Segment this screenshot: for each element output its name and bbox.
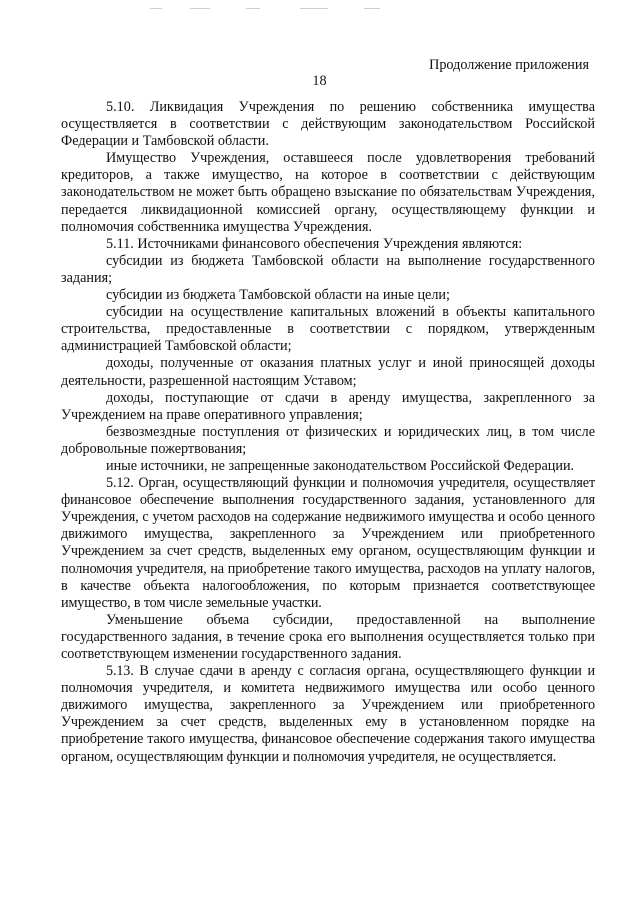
document-body [61, 99, 595, 766]
page-number: 18 [312, 73, 327, 89]
paragraph-property-transfer: Имущество Учреждения, оставшееся после удовлетворения требований кредиторов, а также имущество, на которое в соответствии с действующим законодательством не может быть обращено взыскание по обязательствам Учреждения, передается ликвидационной комиссией органу, осуществляющему функции и полномочия собственника имущества Учреждения. [61, 150, 595, 235]
funding-source-item: доходы, поступающие от сдачи в аренду имущества, закрепленного за Учреждением на праве оперативного управления; [61, 389, 595, 423]
scan-artifact-marks [150, 6, 390, 12]
continuation-note: Продолжение приложения [429, 57, 589, 73]
paragraph-subsidy-reduction: Уменьшение объема субсидии, предоставленной на выполнение государственного задания, в течение срока его выполнения осуществляется только при соответствующем изменении государственного задания. [61, 611, 595, 662]
paragraph-5-13: 5.13. В случае сдачи в аренду с согласия органа, осуществляющего функции и полномочия учредителя, и комитета недвижимого имущества или особо ценного движимого имущества, закрепленного за Учреждением или приобретенного Учреждением за счет средств, выделенных ему в установленном порядке на приобретение такого имущества, финансовое обеспечение содержания такого имущества органом, осуществляющим функции и полномочия учредителя, не осуществляется. [61, 663, 595, 765]
paragraph-5-11: 5.11. Источниками финансового обеспечения Учреждения являются: [106, 235, 523, 252]
funding-source-item: безвозмездные поступления от физических и юридических лиц, в том числе добровольные пожертвования; [61, 423, 595, 457]
funding-source-item: субсидии из бюджета Тамбовской области на выполнение государственного задания; [61, 252, 595, 286]
funding-source-item: субсидии на осуществление капитальных вложений в объекты капитального строительства, предоставленные в соответствии с порядком, утвержденным администрацией Тамбовской области; [61, 304, 595, 355]
funding-source-item: субсидии из бюджета Тамбовской области на иные цели; [106, 287, 450, 304]
paragraph-5-12: 5.12. Орган, осуществляющий функции и полномочия учредителя, осуществляет финансовое обеспечение выполнения государственного задания, установленного для Учреждения, с учетом расходов на содержание недвижимого имущества и особо ценного движимого имущества, закрепленного за Учреждением или приобретенного Учреждением за счет средств, выделенных ему органом, осуществляющим функции и полномочия учредителя, на приобретение такого имущества, расходов на уплату налогов, в качестве объекта налогообложения, по которым признается соответствующее имущество, в том числе земельные участки. [61, 475, 595, 611]
paragraph-5-10: 5.10. Ликвидация Учреждения по решению собственника имущества осуществляется в соответствии с действующим законодательством Российской Федерации и Тамбовской области. [61, 99, 595, 150]
funding-source-item: иные источники, не запрещенные законодательством Российской Федерации. [106, 457, 575, 474]
funding-source-item: доходы, полученные от оказания платных услуг и иной приносящей доходы деятельности, разрешенной настоящим Уставом; [61, 355, 595, 389]
